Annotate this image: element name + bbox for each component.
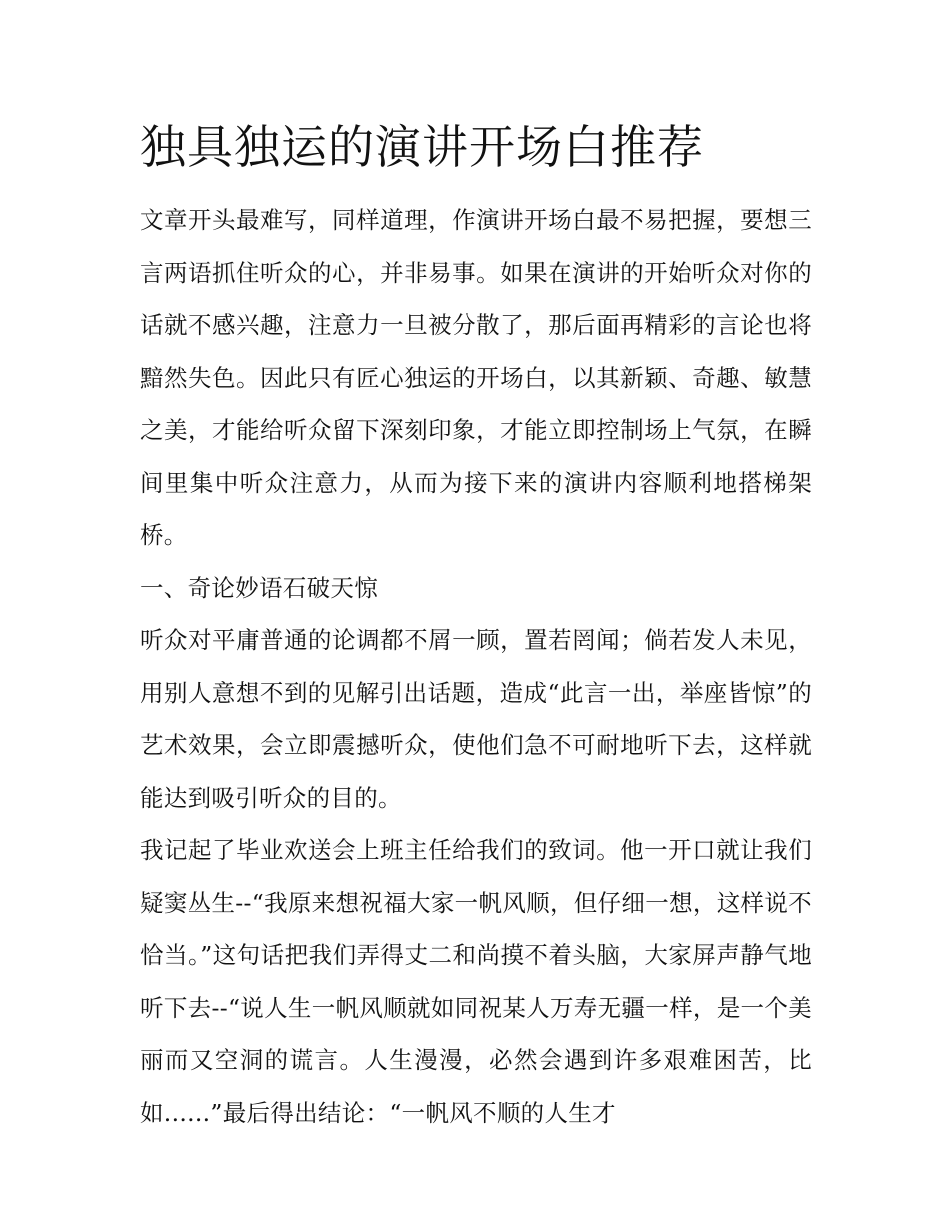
document-page	[140, 112, 812, 1139]
paragraph-intro: 文章开头最难写，同样道理，作演讲开场白最不易把握，要想三言两语抓住听众的心，并非易事。如果在演讲的开始听众对你的话就不感兴趣，注意力一旦被分散了，那后面再精彩的言论也将黯然失色。因此只有匠心独运的开场白，以其新颖、奇趣、敏慧之美，才能给听众留下深刻印象，才能立即控制场上气氛，在瞬间里集中听众注意力，从而为接下来的演讲内容顺利地搭梯架桥。	[140, 206, 812, 549]
paragraph-example: 我记起了毕业欢送会上班主任给我们的致词。他一开口就让我们疑窦丛生--“我原来想祝福大家一帆风顺，但仔细一想，这样说不恰当。”这句话把我们弄得丈二和尚摸不着头脑，大家屏声静气地听下去--“说人生一帆风顺就如同祝某人万寿无疆一样，是一个美丽而又空洞的谎言。人生漫漫，必然会遇到许多艰难困苦，比如......”最后得出结论：“一帆风不顺的人生才	[140, 836, 812, 1127]
paragraph-section-1: 听众对平庸普通的论调都不屑一顾，置若罔闻；倘若发人未见，用别人意想不到的见解引出话题，造成“此言一出，举座皆惊”的艺术效果，会立即震撼听众，使他们急不可耐地听下去，这样就能达到吸引听众的目的。	[140, 626, 812, 812]
document-title: 独具独运的演讲开场白推荐	[140, 120, 704, 174]
section-heading-1: 一、奇论妙语石破天惊	[140, 573, 378, 602]
